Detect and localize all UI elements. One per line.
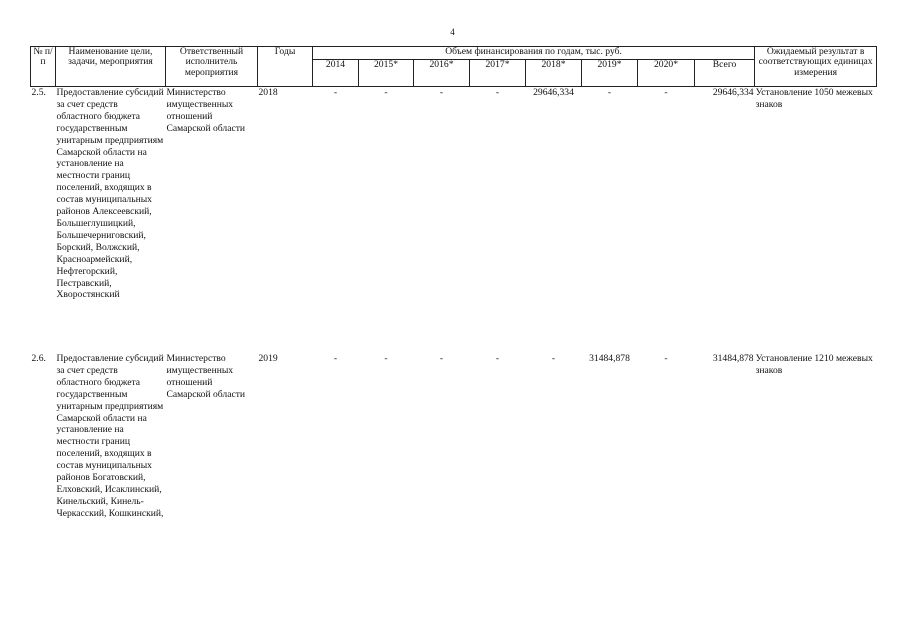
header-funding-year: 2018* — [526, 60, 582, 87]
funding-2020: - — [664, 87, 668, 98]
row-number: 2.5. — [31, 87, 46, 98]
header-funding: Объем финансирования по годам, тыс. руб. — [313, 47, 755, 60]
header-funding-year: 2016* — [414, 60, 470, 87]
funding-2019: 31484,878 — [589, 353, 630, 364]
funding-2016: - — [439, 87, 444, 98]
header-funding-year: 2015* — [359, 60, 414, 87]
activity-name: Предоставление субсидий за счет средств областного бюджета государственным унитарным предприятиям Самарской области на установление на местности границ поселений, входящих в состав муниципальных районов Богатовский, Елховский, Исаклинский, Кинельский, Кинель-Черкасский, Кошкинский, — [56, 353, 164, 519]
header-funding-total: Всего — [695, 60, 755, 87]
year: 2019 — [258, 353, 278, 364]
funding-2015: - — [384, 353, 388, 364]
header-result: Ожидаемый результат в соответствующих единицах измерения — [755, 47, 877, 87]
funding-total: 31484,878 — [712, 353, 754, 364]
funding-2020: - — [664, 353, 668, 364]
row-number: 2.6. — [31, 353, 46, 364]
funding-2018: - — [551, 353, 556, 364]
funding-2014: - — [333, 353, 338, 364]
header-years: Годы — [258, 47, 313, 87]
funding-2017: - — [495, 87, 500, 98]
executor: Министерство имущественных отношений Самарской области — [166, 353, 246, 400]
page-number: 4 — [450, 27, 455, 37]
funding-2014: - — [333, 87, 338, 98]
funding-2015: - — [384, 87, 388, 98]
header-name: Наименование цели, задачи, мероприятия — [56, 47, 166, 87]
header-executor: Ответственный исполнитель мероприятия — [166, 47, 258, 87]
table-row — [31, 87, 877, 354]
funding-2017: - — [495, 353, 500, 364]
header-number: № п/п — [31, 47, 56, 87]
year: 2018 — [258, 87, 278, 98]
funding-2018: 29646,334 — [533, 87, 574, 98]
header-funding-year: 2020* — [638, 60, 695, 87]
program-activities-table — [30, 46, 877, 603]
expected-result: Установление 1210 межевых знаков — [755, 353, 873, 376]
funding-total: 29646,334 — [712, 87, 754, 98]
header-funding-year: 2019* — [582, 60, 638, 87]
activity-name: Предоставление субсидий за счет средств областного бюджета государственным унитарным предприятиям Самарской области на установление на местности границ поселений, входящих в состав муниципальных районов Алексеевский, Большеглушицкий, Большечерниговский, Борский, Волжский, Красноармейский, Нефтегорский, Пестравский, Хворостянский — [56, 87, 164, 301]
header-funding-year: 2017* — [470, 60, 526, 87]
expected-result: Установление 1050 межевых знаков — [755, 87, 873, 110]
funding-2016: - — [439, 353, 444, 364]
header-funding-year: 2014 — [313, 60, 359, 87]
funding-2019: - — [607, 87, 612, 98]
table-row — [31, 353, 877, 603]
executor: Министерство имущественных отношений Самарской области — [166, 87, 246, 134]
